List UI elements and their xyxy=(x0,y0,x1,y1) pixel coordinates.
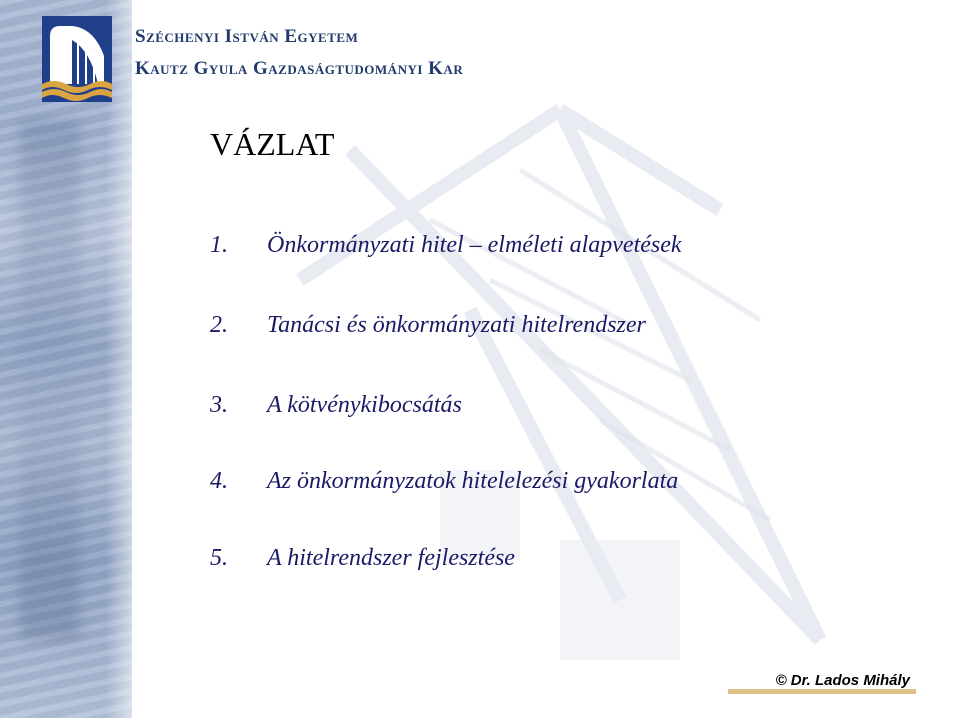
agenda-item xyxy=(210,468,678,495)
agenda-item-text: A kötvénykibocsátás xyxy=(267,392,462,418)
agenda-item-text: Az önkormányzatok hitelelezési gyakorlata xyxy=(267,468,679,494)
agenda-item-text: Önkormányzati hitel – elméleti alapvetések xyxy=(267,232,682,258)
university-bridge-logo-icon xyxy=(42,16,112,102)
faculty-name: Kautz Gyula Gazdaságtudományi Kar xyxy=(135,58,464,79)
agenda-item xyxy=(210,232,682,259)
agenda-item-number: 4. xyxy=(210,468,228,494)
page-title: VÁZLAT xyxy=(210,126,335,162)
agenda-item xyxy=(210,312,646,339)
agenda-item xyxy=(210,392,462,419)
agenda-item xyxy=(210,545,515,572)
agenda-item-number: 5. xyxy=(210,545,228,571)
agenda-item-number: 1. xyxy=(210,232,228,258)
agenda-item-number: 2. xyxy=(210,312,228,338)
footer-accent-bar xyxy=(728,689,916,694)
agenda-item-text: A hitelrendszer fejlesztése xyxy=(267,545,515,571)
agenda-item-text: Tanácsi és önkormányzati hitelrendszer xyxy=(267,312,646,338)
agenda-item-number: 3. xyxy=(210,392,228,418)
copyright-notice: © Dr. Lados Mihály xyxy=(775,672,910,689)
university-name: Széchenyi István Egyetem xyxy=(135,26,359,47)
